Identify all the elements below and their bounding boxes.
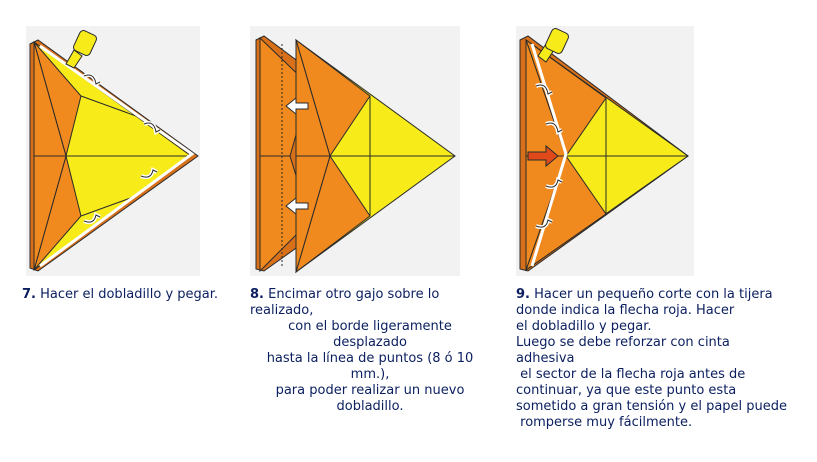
step-8-line-5: hasta la línea de puntos (8 ó 10 [266, 351, 474, 366]
step-9-line-3: el dobladillo y pegar. [516, 319, 652, 334]
step-9-line-2: donde indica la flecha roja. Hacer [516, 303, 735, 318]
step-8-line-4: desplazado [333, 335, 407, 350]
step-number: 8. [250, 287, 264, 302]
step-8-line-1: 8. Encimar otro gajo sobre lo [250, 287, 440, 302]
step-8-drawing [250, 26, 460, 276]
step-9-line-7: continuar, ya que este punto esta [516, 383, 737, 398]
step-9-line-1: 9. Hacer un pequeño corte con la tijera [516, 287, 773, 302]
step-9-line-4: Luego se debe reforzar con cinta [516, 335, 730, 350]
step-7-illustration [26, 26, 200, 276]
step-9-line-5: adhesiva [516, 351, 575, 366]
step-7-drawing [26, 26, 200, 276]
step-7-caption [22, 287, 242, 303]
step-8-line-2: realizado, [250, 303, 314, 318]
step-text: Hacer el dobladillo y pegar. [40, 287, 219, 302]
step-number: 9. [516, 287, 530, 302]
step-9-caption [516, 287, 812, 431]
step-8-line-7: para poder realizar un nuevo [275, 383, 465, 398]
glue-bottle-icon [66, 29, 98, 68]
step-9-illustration [516, 26, 694, 276]
step-8-illustration [250, 26, 460, 276]
step-9-drawing [516, 26, 694, 276]
step-8-line-6: mm.), [350, 367, 390, 382]
step-8-caption [250, 287, 490, 415]
step-8-line-8: dobladillo. [336, 399, 404, 414]
step-9-line-6: el sector de la flecha roja antes de [516, 367, 746, 382]
step-9-line-8: sometido a gran tensión y el papel puede [516, 399, 788, 414]
step-9-line-9: romperse muy fácilmente. [516, 415, 693, 430]
step-number: 7. [22, 287, 36, 302]
step-8-line-3: con el borde ligeramente [288, 319, 452, 334]
